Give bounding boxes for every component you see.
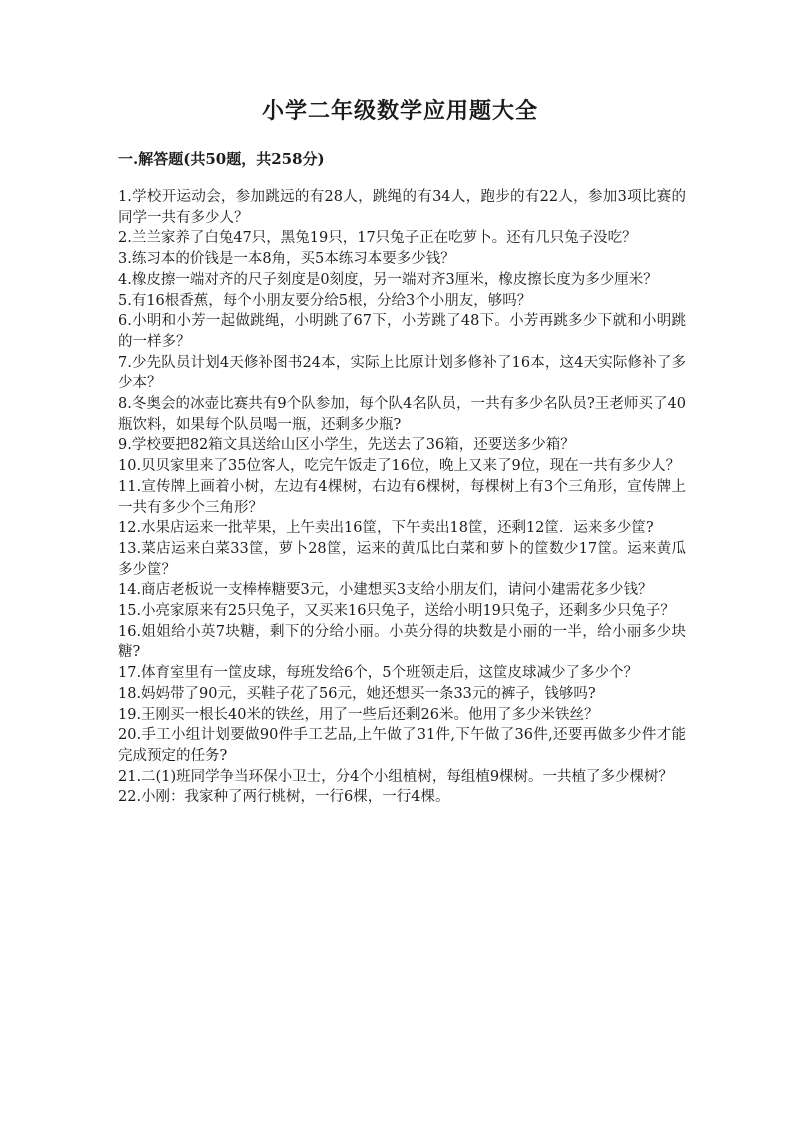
question-item: 8.冬奥会的冰壶比赛共有9个队参加，每个队4名队员，一共有多少名队员?王老师买了40瓶饮料，如果每个队员喝一瓶，还剩多少瓶?	[118, 396, 686, 433]
question-item: 17.体育室里有一筐皮球，每班发给6个，5个班领走后，这筐皮球减少了多少个？	[118, 665, 639, 682]
question-item: 12.水果店运来一批苹果，上午卖出16筐，下午卖出18筐，还剩12筐．运来多少筐?	[118, 520, 654, 537]
question-item: 18.妈妈带了90元，买鞋子花了56元，她还想买一条33元的裤子，钱够吗?	[118, 685, 596, 702]
page-title: 小学二年级数学应用题大全	[261, 98, 538, 124]
question-item: 4.橡皮擦一端对齐的尺子刻度是0刻度，另一端对齐3厘米，橡皮擦长度为多少厘米？	[118, 271, 658, 288]
question-item: 21.二(1)班同学争当环保小卫士，分4个小组植树，每组植9棵树。一共植了多少棵树？	[118, 768, 674, 785]
question-item: 13.菜店运来白菜33筐，萝卜28筐，运来的黄瓜比白菜和萝卜的筐数少17筐。运来黄瓜多少筐？	[118, 540, 686, 578]
question-list	[118, 187, 686, 808]
question-item: 11.宣传牌上画着小树，左边有4棵树，右边有6棵树，每棵树上有3个三角形，宣传牌上一共有多少个三角形？	[118, 478, 686, 516]
section-heading: 一.解答题(共50题，共258分)	[118, 150, 325, 168]
question-item: 6.小明和小芳一起做跳绳，小明跳了67下，小芳跳了48下。小芳再跳多少下就和小明跳的一样多？	[118, 313, 686, 350]
question-item: 5.有16根香蕉，每个小朋友要分给5根，分给3个小朋友，够吗？	[118, 292, 532, 309]
question-item: 14.商店老板说一支棒棒糖要3元，小建想买3支给小朋友们，请问小建需花多少钱？	[118, 582, 653, 599]
question-item: 22.小刚：我家种了两行桃树，一行6棵，一行4棵。	[118, 789, 450, 806]
question-item: 15.小亮家原来有25只兔子，又买来16只兔子，送给小明19只兔子，还剩多少只兔子？	[118, 603, 675, 620]
question-item: 9.学校要把82箱文具送给山区小学生，先送去了36箱，还要送多少箱？	[118, 437, 575, 454]
question-item: 3.练习本的价钱是一本8角，买5本练习本要多少钱？	[118, 251, 455, 268]
question-item: 16.姐姐给小英7块糖，剩下的分给小丽。小英分得的块数是小丽的一半，给小丽多少块糖?	[118, 623, 686, 661]
question-item: 20.手工小组计划要做90件手工艺品,上午做了31件,下午做了36件,还要再做多少件才能完成预定的任务?	[118, 727, 686, 764]
question-item: 2.兰兰家养了白兔47只，黑兔19只，17只兔子正在吃萝卜。还有几只兔子没吃？	[118, 230, 637, 247]
question-item: 1.学校开运动会，参加跳远的有28人，跳绳的有34人，跑步的有22人，参加3项比赛的同学一共有多少人？	[118, 189, 686, 226]
question-item: 19.王刚买一根长40米的铁丝，用了一些后还剩26米。他用了多少米铁丝？	[118, 706, 599, 723]
question-item: 10.贝贝家里来了35位客人，吃完午饭走了16位，晚上又来了9位，现在一共有多少人？	[118, 458, 681, 475]
question-item: 7.少先队员计划4天修补图书24本，实际上比原计划多修补了16本，这4天实际修补了多少本？	[118, 354, 686, 392]
